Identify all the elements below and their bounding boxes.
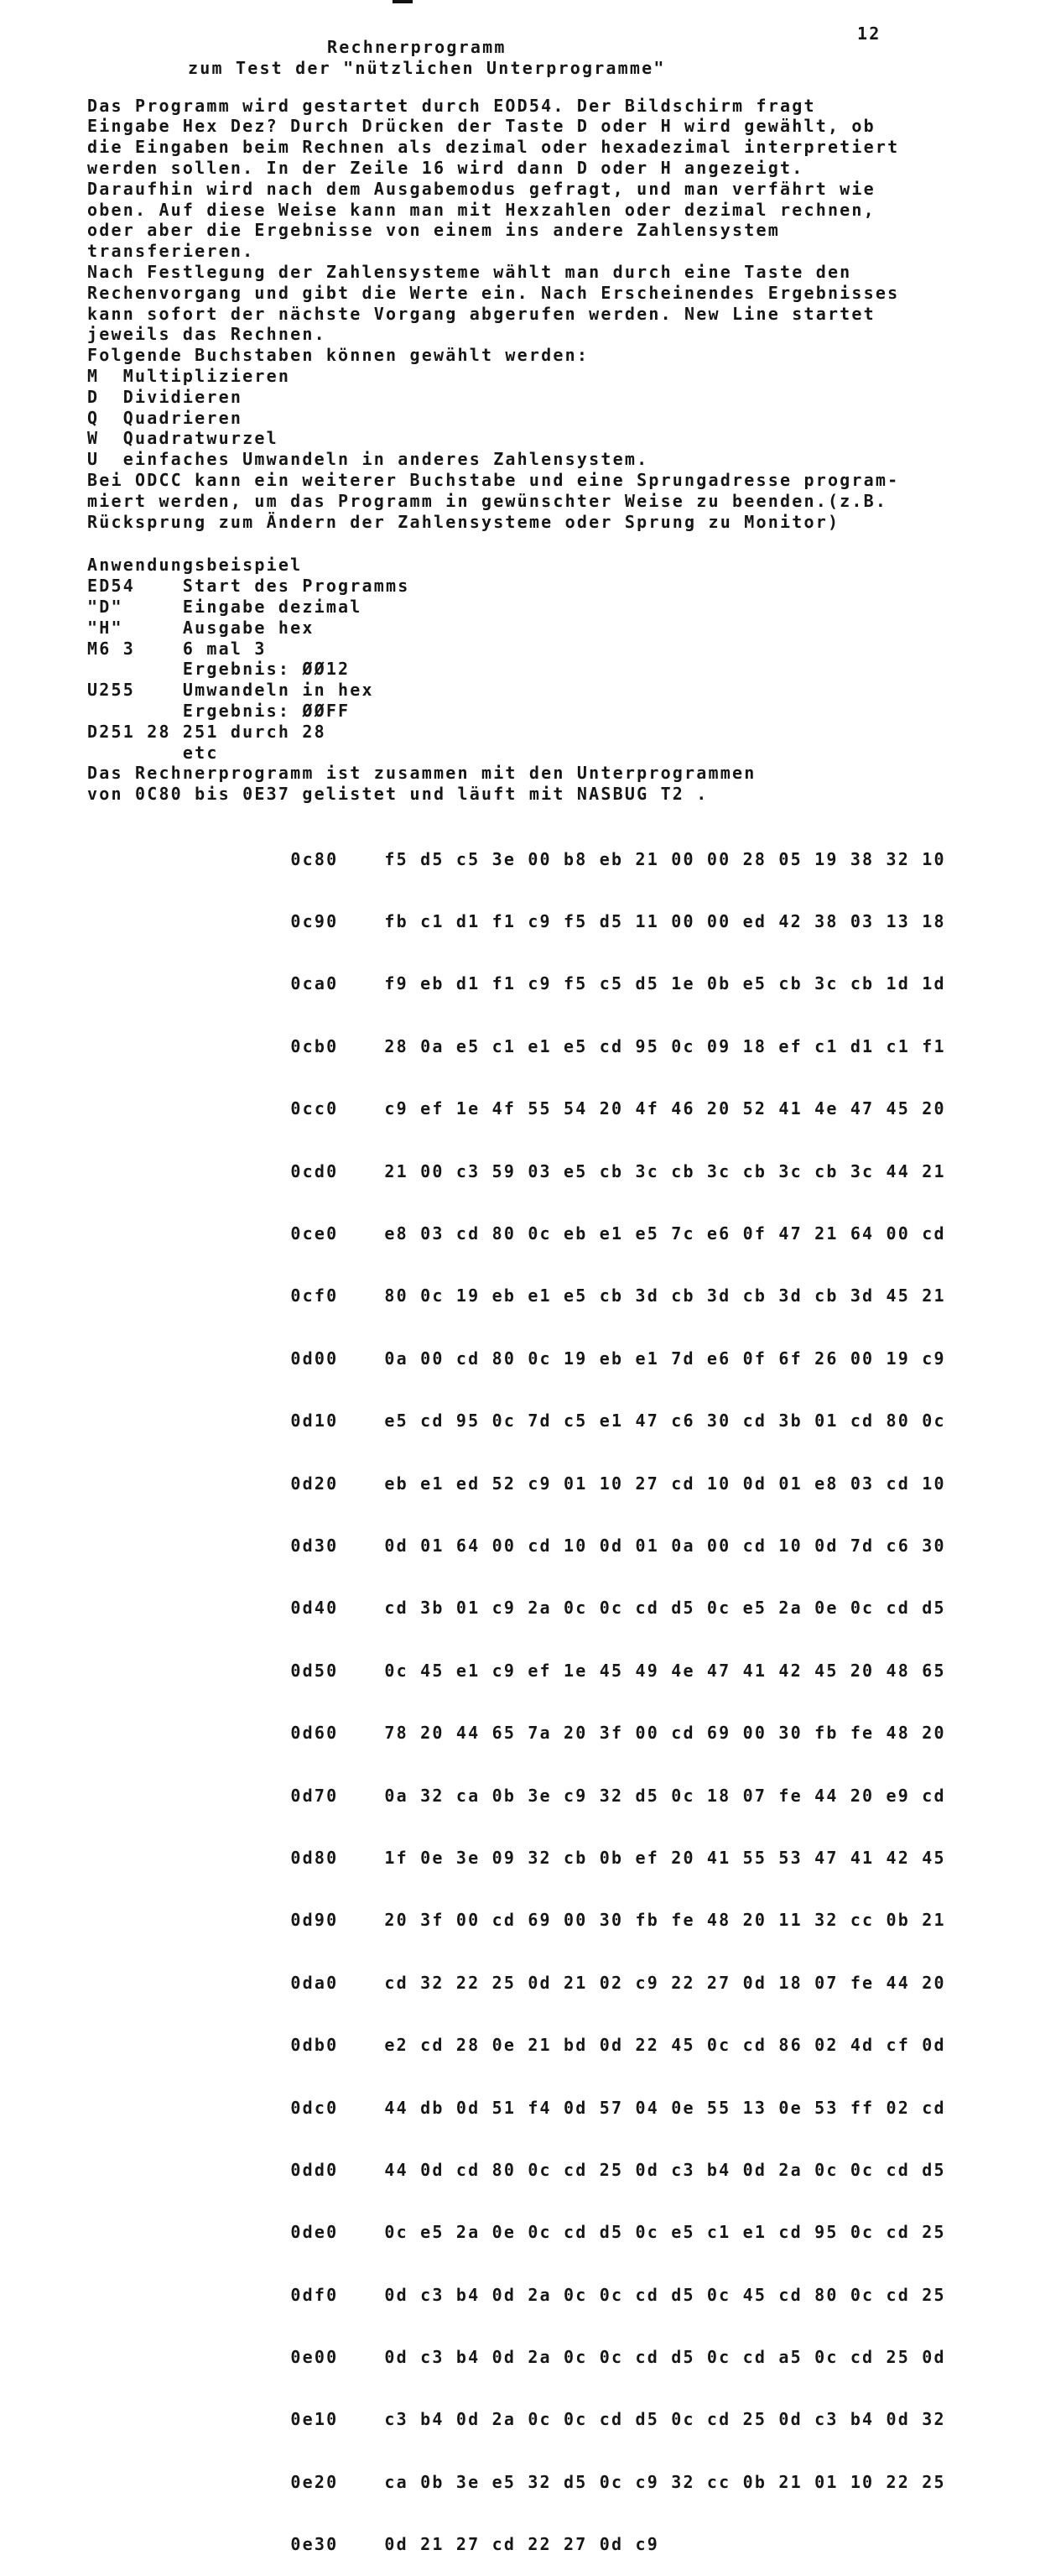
hexdump-bytes: 0d 21 27 cd 22 27 0d c9 (384, 2534, 659, 2555)
hexdump-address: 0d80 (290, 1847, 339, 1868)
hexdump-bytes: 28 0a e5 c1 e1 e5 cd 95 0c 09 18 ef c1 d1 c1 f1 (384, 1035, 946, 1056)
hexdump-row (171, 1890, 1001, 1952)
text-line: werden sollen. In der Zeile 16 wird dann D oder H angezeigt. (87, 157, 804, 178)
text-line: M Multiplizieren (87, 365, 291, 386)
example-heading: Anwendungsbeispiel (87, 555, 303, 576)
hexdump-row (171, 1952, 1001, 2014)
text-line: Q Quadrieren (87, 407, 243, 428)
text-line: Das Programm wird gestartet durch EOD54. Der Bildschirm fragt (87, 95, 816, 116)
hexdump-row (171, 1327, 1001, 1390)
text-line: D Dividieren (87, 386, 243, 407)
page-number: 12 (857, 23, 881, 44)
hexdump-address: 0d90 (290, 1910, 339, 1931)
hexdump-address: 0db0 (290, 2035, 339, 2056)
body-paragraph (87, 96, 1001, 533)
hexdump-row (171, 2326, 1001, 2388)
scan-artifact-mark (393, 0, 413, 3)
text-line: oder aber die Ergebnisse von einem ins andere Zahlensystem (87, 220, 780, 241)
hexdump-row (171, 2014, 1001, 2076)
hexdump-row (171, 1515, 1001, 1577)
hexdump-address: 0c80 (290, 848, 339, 869)
hexdump-row (171, 2389, 1001, 2451)
hexdump-row (171, 1577, 1001, 1640)
hexdump-listing (171, 828, 1001, 2576)
hexdump-row (171, 1077, 1001, 1139)
hexdump-row (171, 890, 1001, 952)
example-line: Ergebnis: ØØ12 (87, 659, 351, 680)
hexdump-address: 0e00 (290, 2347, 339, 2368)
hexdump-row (171, 1015, 1001, 1077)
text-line: oben. Auf diese Weise kann man mit Hexzahlen oder dezimal rechnen, (87, 199, 876, 220)
hexdump-bytes: 0d 01 64 00 cd 10 0d 01 0a 00 cd 10 0d 7d c6 30 (384, 1535, 946, 1556)
hexdump-address: 0cc0 (290, 1098, 339, 1119)
hexdump-address: 0d10 (290, 1411, 339, 1431)
hexdump-address: 0d20 (290, 1473, 339, 1494)
text-line: Daraufhin wird nach dem Ausgabemodus gefragt, und man verfährt wie (87, 178, 876, 199)
hexdump-bytes: 0d c3 b4 0d 2a 0c 0c cd d5 0c 45 cd 80 0c cd 25 (384, 2284, 946, 2305)
hexdump-bytes: cd 32 22 25 0d 21 02 c9 22 27 0d 18 07 fe 44 20 (384, 1972, 946, 1993)
hexdump-bytes: 0a 32 ca 0b 3e c9 32 d5 0c 18 07 fe 44 20 e9 cd (384, 1785, 946, 1806)
hexdump-bytes: 21 00 c3 59 03 e5 cb 3c cb 3c cb 3c cb 3c 44 21 (384, 1160, 946, 1181)
text-line: Folgende Buchstaben können gewählt werden: (87, 345, 590, 366)
hexdump-bytes: eb e1 ed 52 c9 01 10 27 cd 10 0d 01 e8 03 cd 10 (384, 1473, 946, 1494)
text-line: Eingabe Hex Dez? Durch Drücken der Taste D oder H wird gewählt, ob (87, 116, 876, 137)
hexdump-address: 0dd0 (290, 2159, 339, 2180)
hexdump-row (171, 1827, 1001, 1889)
text-line: die Eingaben beim Rechnen als dezimal oder hexadezimal interpretiert (87, 137, 900, 158)
example-line: M6 3 6 mal 3 (87, 638, 267, 659)
hexdump-bytes: c3 b4 0d 2a 0c 0c cd d5 0c cd 25 0d c3 b4 0d 32 (384, 2409, 946, 2430)
hexdump-bytes: ca 0b 3e e5 32 d5 0c c9 32 cc 0b 21 01 10 22 25 (384, 2471, 946, 2492)
hexdump-bytes: e2 cd 28 0e 21 bd 0d 22 45 0c cd 86 02 4d cf 0d (384, 2035, 946, 2056)
hexdump-row (171, 1265, 1001, 1327)
hexdump-row (171, 2201, 1001, 2263)
document-content (87, 37, 1001, 2576)
title-line-2: zum Test der "nützlichen Unterprogramme" (188, 57, 666, 78)
example-line: etc (87, 742, 219, 763)
hexdump-row (171, 1640, 1001, 1702)
hexdump-address: 0d70 (290, 1785, 339, 1806)
hexdump-row (171, 953, 1001, 1015)
hexdump-address: 0d60 (290, 1723, 339, 1744)
text-line: miert werden, um das Programm in gewünschter Weise zu beenden.(z.B. (87, 490, 888, 511)
hexdump-row (171, 1702, 1001, 1764)
hexdump-row (171, 1765, 1001, 1827)
hexdump-bytes: 0d c3 b4 0d 2a 0c 0c cd d5 0c cd a5 0c cd 25 0d (384, 2347, 946, 2368)
hexdump-bytes: 80 0c 19 eb e1 e5 cb 3d cb 3d cb 3d cb 3d 45 21 (384, 1285, 946, 1306)
hexdump-address: 0cb0 (290, 1035, 339, 1056)
hexdump-bytes: 0c 45 e1 c9 ef 1e 45 49 4e 47 41 42 45 20 48 65 (384, 1660, 946, 1681)
hexdump-row (171, 1202, 1001, 1265)
closing-section (87, 763, 1001, 805)
hexdump-bytes: e8 03 cd 80 0c eb e1 e5 7c e6 0f 47 21 64 00 cd (384, 1223, 946, 1244)
hexdump-address: 0de0 (290, 2222, 339, 2243)
hexdump-address: 0dc0 (290, 2097, 339, 2118)
text-line: Bei ODCC kann ein weiterer Buchstabe und eine Sprungadresse program- (87, 469, 900, 490)
text-line: jeweils das Rechnen. (87, 324, 326, 345)
text-line: Rechenvorgang und gibt die Werte ein. Nach Erscheinendes Ergebnisses (87, 282, 900, 303)
hexdump-address: 0d50 (290, 1660, 339, 1681)
hexdump-bytes: cd 3b 01 c9 2a 0c 0c cd d5 0c e5 2a 0e 0c cd d5 (384, 1598, 946, 1619)
hexdump-address: 0c90 (290, 911, 339, 932)
document-title (87, 37, 1001, 79)
hexdump-address: 0e20 (290, 2471, 339, 2492)
example-line: "H" Ausgabe hex (87, 617, 315, 638)
closing-line: von 0C80 bis 0E37 gelistet und läuft mit NASBUG T2 . (87, 784, 709, 805)
hexdump-address: 0d00 (290, 1348, 339, 1369)
hexdump-address: 0ce0 (290, 1223, 339, 1244)
hexdump-row (171, 2451, 1001, 2513)
hexdump-row (171, 1452, 1001, 1515)
text-line: W Quadratwurzel (87, 428, 278, 449)
example-section (87, 555, 1001, 763)
example-line: ED54 Start des Programms (87, 576, 410, 597)
example-lines (87, 576, 1001, 763)
example-line: D251 28 251 durch 28 (87, 721, 326, 742)
closing-line: Das Rechnerprogramm ist zusammen mit den Unterprogrammen (87, 763, 757, 784)
hexdump-row (171, 828, 1001, 890)
hexdump-address: 0d40 (290, 1598, 339, 1619)
hexdump-address: 0d30 (290, 1535, 339, 1556)
hexdump-address: 0e10 (290, 2409, 339, 2430)
example-line: U255 Umwandeln in hex (87, 680, 374, 701)
hexdump-address: 0e30 (290, 2534, 339, 2555)
text-line: U einfaches Umwandeln in anderes Zahlensystem. (87, 449, 649, 470)
hexdump-address: 0df0 (290, 2284, 339, 2305)
hexdump-row (171, 2513, 1001, 2575)
hexdump-address: 0cd0 (290, 1160, 339, 1181)
hexdump-row (171, 2139, 1001, 2201)
title-line-1: Rechnerprogramm (327, 37, 507, 57)
example-line: "D" Eingabe dezimal (87, 596, 362, 617)
hexdump-row (171, 1140, 1001, 1202)
hexdump-bytes: f5 d5 c5 3e 00 b8 eb 21 00 00 28 05 19 38 32 10 (384, 848, 946, 869)
hexdump-bytes: e5 cd 95 0c 7d c5 e1 47 c6 30 cd 3b 01 cd 80 0c (384, 1411, 946, 1431)
hexdump-bytes: fb c1 d1 f1 c9 f5 d5 11 00 00 ed 42 38 03 13 18 (384, 911, 946, 932)
hexdump-row (171, 1390, 1001, 1452)
text-line: Rücksprung zum Ändern der Zahlensysteme oder Sprung zu Monitor) (87, 511, 840, 532)
text-line: kann sofort der nächste Vorgang abgerufen werden. New Line startet (87, 303, 876, 324)
hexdump-address: 0cf0 (290, 1285, 339, 1306)
hexdump-bytes: 1f 0e 3e 09 32 cb 0b ef 20 41 55 53 47 41 42 45 (384, 1847, 946, 1868)
hexdump-bytes: 20 3f 00 cd 69 00 30 fb fe 48 20 11 32 cc 0b 21 (384, 1910, 946, 1931)
hexdump-bytes: 44 db 0d 51 f4 0d 57 04 0e 55 13 0e 53 ff 02 cd (384, 2097, 946, 2118)
hexdump-address: 0ca0 (290, 973, 339, 994)
hexdump-bytes: 0c e5 2a 0e 0c cd d5 0c e5 c1 e1 cd 95 0c cd 25 (384, 2222, 946, 2243)
text-line: transferieren. (87, 241, 255, 262)
hexdump-address: 0da0 (290, 1972, 339, 1993)
hexdump-row (171, 2264, 1001, 2326)
hexdump-bytes: f9 eb d1 f1 c9 f5 c5 d5 1e 0b e5 cb 3c cb 1d 1d (384, 973, 946, 994)
hexdump-row (171, 2077, 1001, 2139)
example-line: Ergebnis: ØØFF (87, 700, 351, 721)
hexdump-bytes: 0a 00 cd 80 0c 19 eb e1 7d e6 0f 6f 26 00 19 c9 (384, 1348, 946, 1369)
hexdump-bytes: c9 ef 1e 4f 55 54 20 4f 46 20 52 41 4e 47 45 20 (384, 1098, 946, 1119)
hexdump-bytes: 78 20 44 65 7a 20 3f 00 cd 69 00 30 fb fe 48 20 (384, 1723, 946, 1744)
hexdump-bytes: 44 0d cd 80 0c cd 25 0d c3 b4 0d 2a 0c 0c cd d5 (384, 2159, 946, 2180)
text-line: Nach Festlegung der Zahlensysteme wählt man durch eine Taste den (87, 261, 852, 282)
